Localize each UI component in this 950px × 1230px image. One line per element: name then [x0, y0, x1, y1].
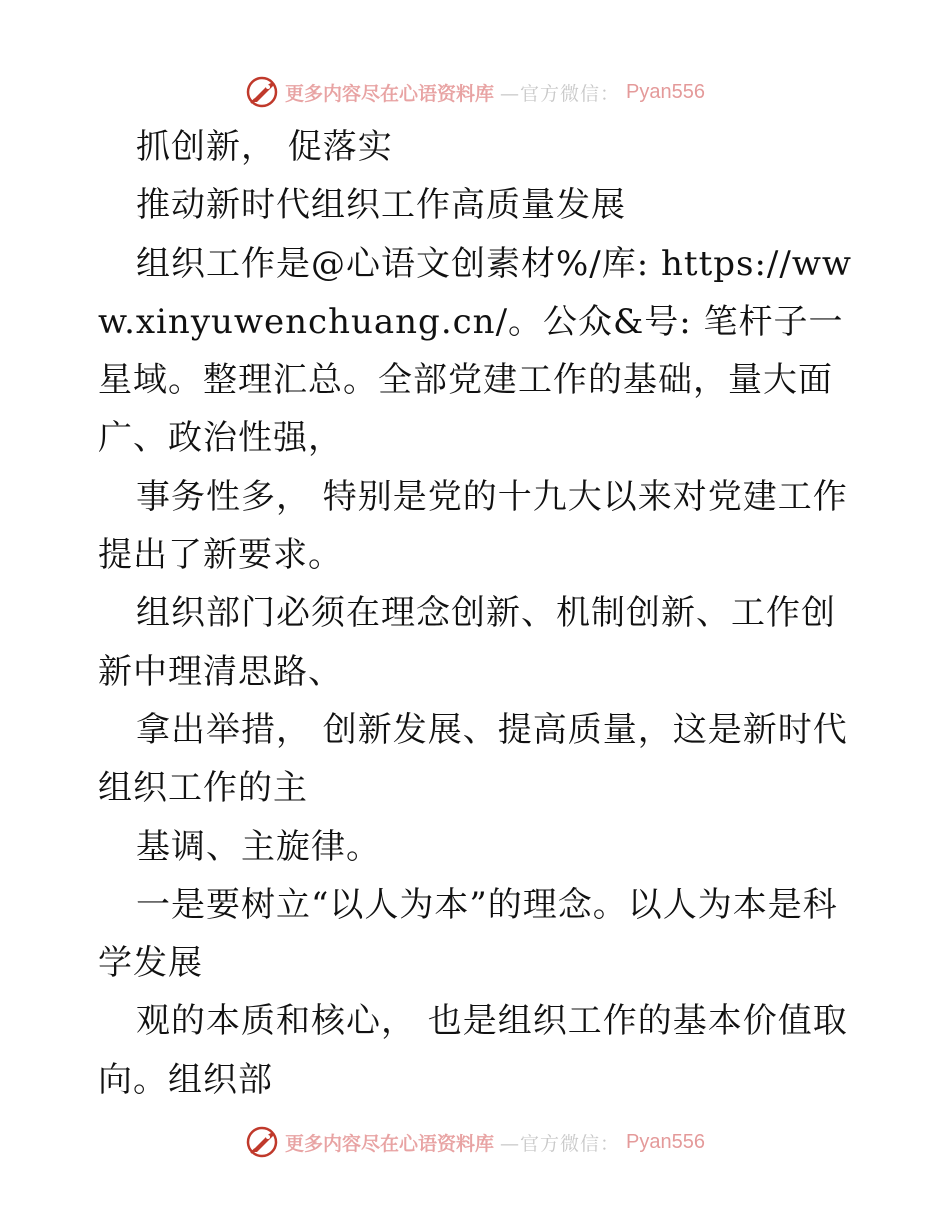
paragraph-title-1: 抓创新， 促落实	[136, 127, 393, 167]
header-contact-text: —官方微信：	[500, 82, 621, 105]
header-brand-text: 更多内容尽在心语资料库	[285, 82, 495, 105]
paragraph-title-2: 推动新时代组织工作高质量发展	[136, 185, 626, 226]
footer-wechat-id: Pyan556	[626, 1130, 705, 1153]
paragraph: 基调、主旋律。	[136, 826, 381, 867]
footer-banner	[0, 1122, 950, 1162]
paragraph: 观的本质和核心， 也是组织工作的基本价值取向。组织部	[98, 1001, 848, 1100]
quill-logo-icon	[245, 1125, 279, 1159]
header-wechat-id: Pyan556	[626, 80, 705, 103]
paragraph: 事务性多， 特别是党的十九大以来对党建工作提出了新要求。	[98, 476, 848, 576]
paragraph: 拿出举措， 创新发展、提高质量，这是新时代组织工作的主	[98, 709, 848, 809]
quill-logo-icon	[245, 75, 279, 109]
paragraph: 组织工作是@心语文创素材%/库: https://www.xinyuwenchuang.cn/。公众&号: 笔杆子一星域。整理汇总。全部党建工作的基础，量大面广、政治性强，	[98, 243, 853, 459]
footer-contact-text: —官方微信：	[500, 1132, 621, 1155]
document-body	[98, 118, 858, 1109]
footer-brand-text: 更多内容尽在心语资料库	[285, 1132, 495, 1155]
paragraph: 一是要树立“以人为本”的理念。以人为本是科学发展	[98, 884, 838, 984]
header-banner	[0, 72, 950, 112]
paragraph: 组织部门必须在理念创新、机制创新、工作创新中理清思路、	[98, 593, 836, 692]
